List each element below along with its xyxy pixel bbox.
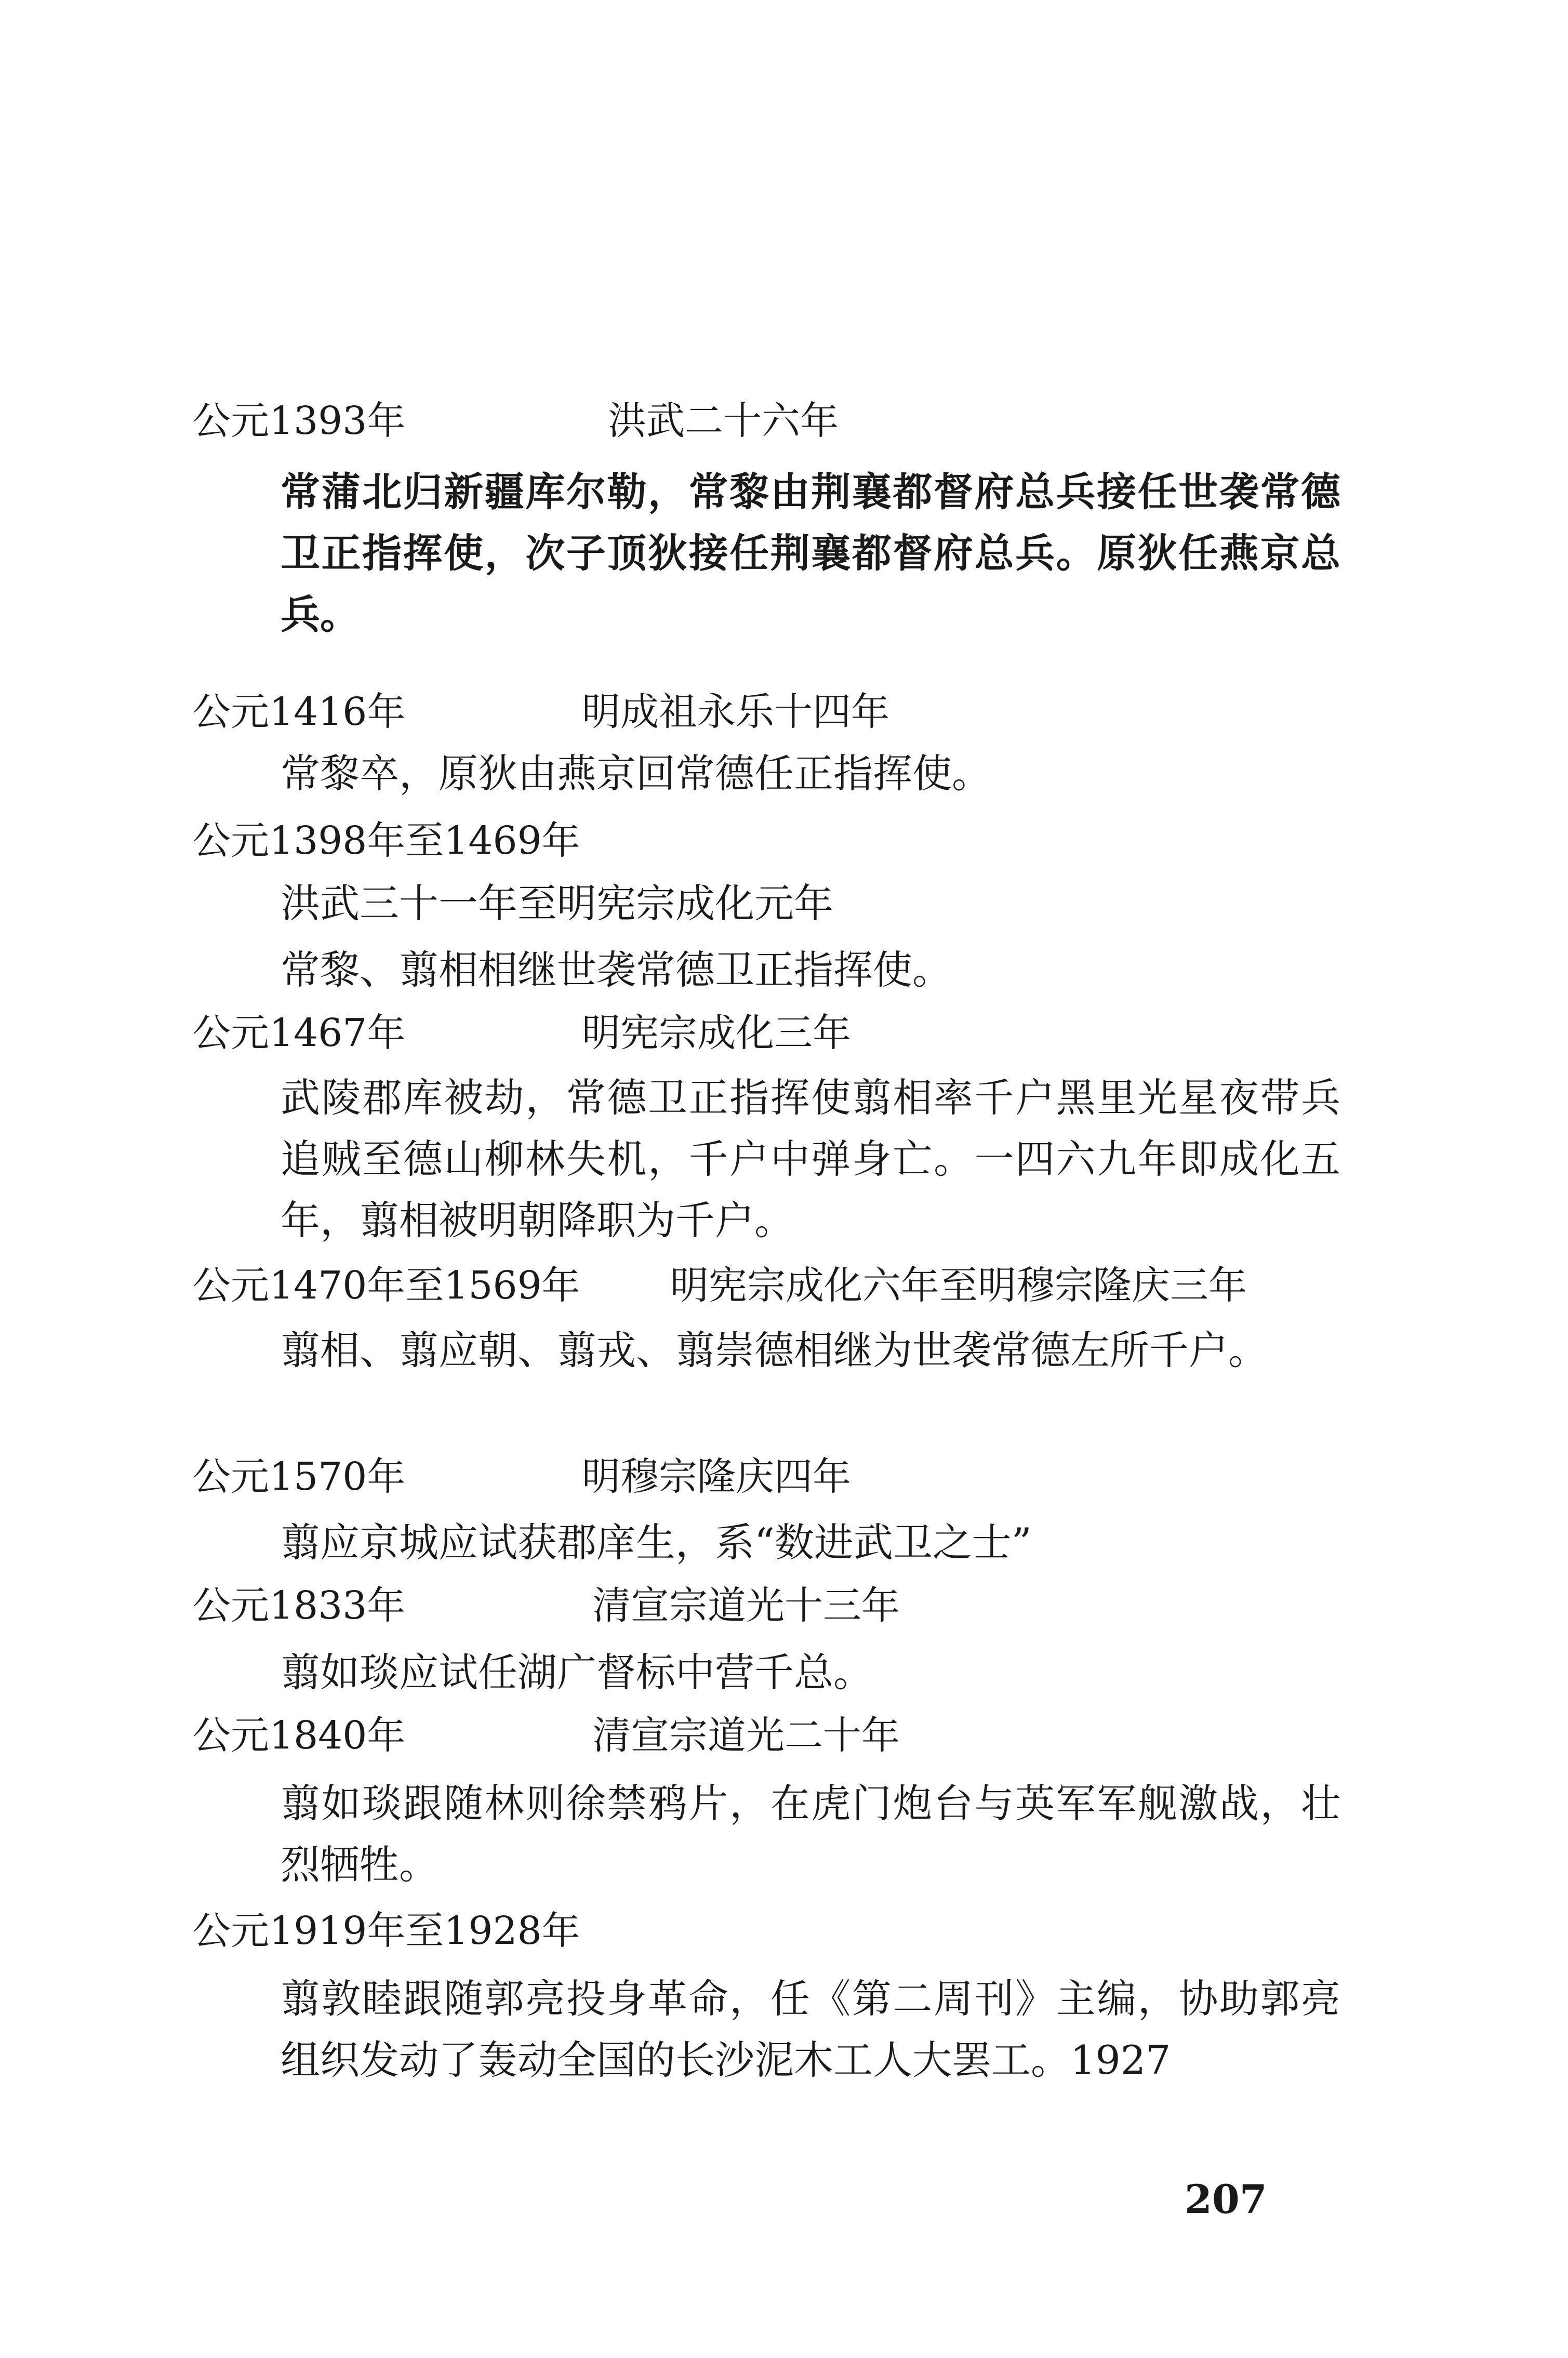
entry-date: 公元1919年至1928年 bbox=[192, 1909, 580, 1953]
entry-text: 常黎、翦相相继世袭常德卫正指挥使。 bbox=[281, 947, 952, 993]
entry-date-heading bbox=[192, 1007, 851, 1059]
entry-date: 公元1398年至1469年 bbox=[192, 818, 580, 863]
entry-date-heading bbox=[192, 1905, 580, 1957]
entry-text: 常黎卒，原狄由燕京回常德任正指挥使。 bbox=[281, 750, 991, 797]
entry-text: 翦敦睦跟随郭亮投身革命，任《第二周刊》主编，协助郭亮组织发动了轰动全国的长沙泥木工人大罢工。1927 bbox=[281, 1976, 1340, 2083]
entry-date-heading bbox=[192, 1580, 900, 1632]
entry-text: 翦如琰应试任湖广督标中营千总。 bbox=[281, 1649, 873, 1695]
entry-era: 明成祖永乐十四年 bbox=[582, 690, 889, 734]
entry-date: 公元1840年 bbox=[192, 1713, 406, 1758]
entry-date: 公元1570年 bbox=[192, 1454, 406, 1499]
entry-text: 常蒲北归新疆库尔勒，常黎由荆襄都督府总兵接任世袭常德卫正指挥使，次子顶狄接任荆襄都督府总兵。原狄任燕京总兵。 bbox=[281, 469, 1340, 638]
entry-text: 翦如琰跟随林则徐禁鸦片，在虎门炮台与英军军舰激战，壮烈牺牲。 bbox=[281, 1780, 1340, 1888]
entry-date: 公元1470年至1569年 bbox=[192, 1263, 580, 1308]
entry-text: 洪武三十一年至明宪宗成化元年 bbox=[281, 880, 833, 926]
entry-date-heading bbox=[192, 1710, 900, 1761]
entry-date: 公元1467年 bbox=[192, 1011, 406, 1055]
entry-era: 明宪宗成化六年至明穆宗隆庆三年 bbox=[670, 1263, 1247, 1308]
entry-era: 明穆宗隆庆四年 bbox=[582, 1454, 851, 1499]
entry-date: 公元1416年 bbox=[192, 690, 406, 734]
entry-era: 清宣宗道光十三年 bbox=[592, 1583, 900, 1628]
entry-date-heading bbox=[192, 395, 839, 447]
entry-date-heading bbox=[192, 1260, 1247, 1312]
entry-text: 翦应京城应试获郡庠生，系“数进武卫之士” bbox=[281, 1519, 1032, 1566]
entry-era: 洪武二十六年 bbox=[608, 399, 839, 443]
entry-era: 明宪宗成化三年 bbox=[582, 1011, 851, 1055]
entry-date: 公元1833年 bbox=[192, 1583, 406, 1628]
page-number: 207 bbox=[1185, 2176, 1267, 2222]
entry-text: 武陵郡库被劫，常德卫正指挥使翦相率千户黑里光星夜带兵追贼至德山柳林失机，千户中弹身亡。一四六九年即成化五年，翦相被明朝降职为千户。 bbox=[281, 1075, 1340, 1243]
entry-date: 公元1393年 bbox=[192, 399, 406, 443]
entry-date-heading bbox=[192, 1451, 851, 1503]
entry-text: 翦相、翦应朝、翦戎、翦崇德相继为世袭常德左所千户。 bbox=[281, 1327, 1268, 1373]
entry-era: 清宣宗道光二十年 bbox=[592, 1713, 900, 1758]
entry-date-heading bbox=[192, 686, 889, 738]
entry-date-heading bbox=[192, 815, 580, 867]
